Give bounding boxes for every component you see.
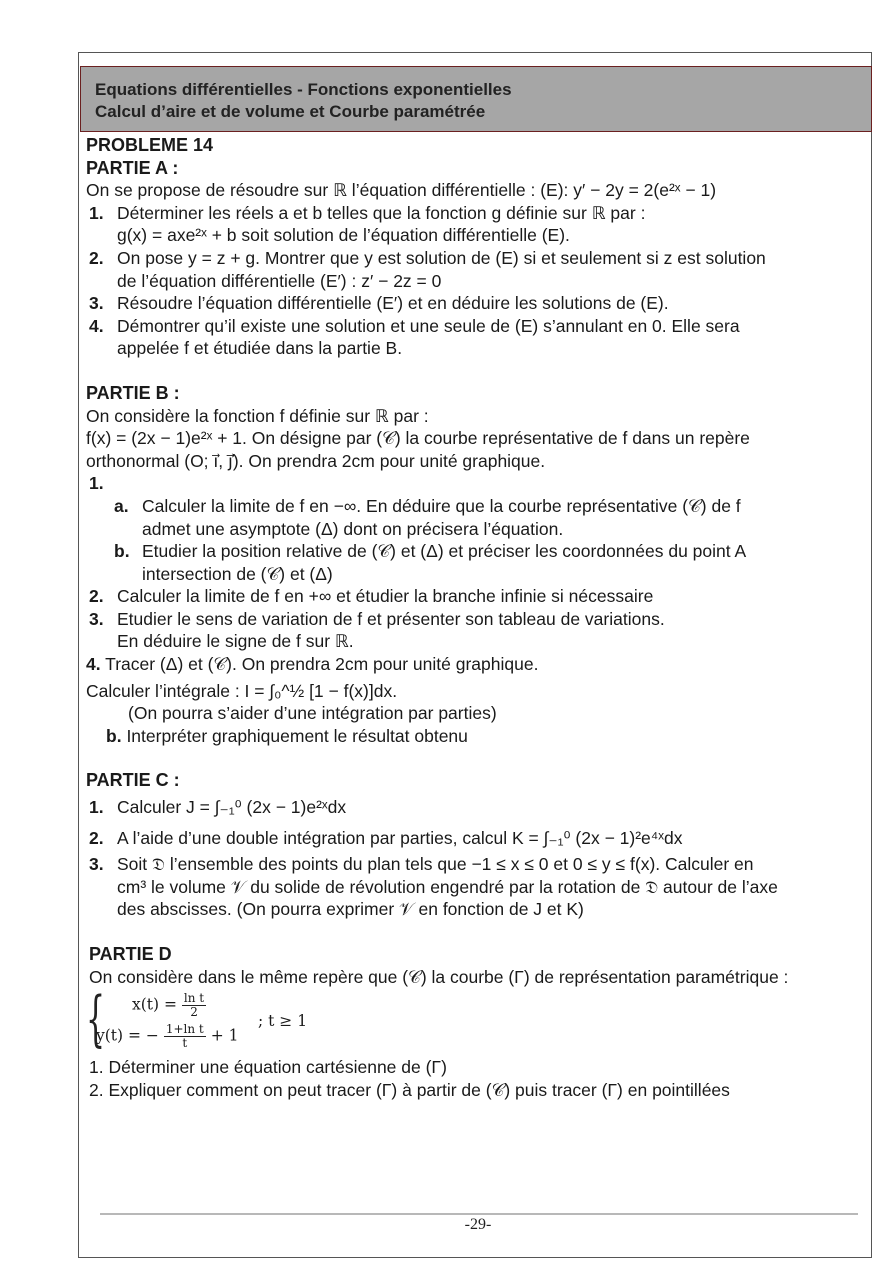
page-number: -29- [464,1216,492,1233]
part-a-title: PARTIE A : [86,157,179,178]
document-body [86,134,866,1101]
part-a-intro: On se propose de résoudre sur ℝ l’équation différentielle : (E): y′ − 2y = 2(e²ˣ − 1) [86,180,717,201]
part-b-q5a-note: (On pourra s’aider d’une intégration par parties) [128,703,497,724]
part-a-item-4: 4. Démontrer qu’il existe une solution et une seule de (E) s’annulant en 0. Elle sera appelée f et étudiée dans la partie B. [89,315,740,359]
banner-line-1: Equations différentielles - Fonctions exponentielles [95,80,512,99]
part-d-item-2: 2. Expliquer comment on peut tracer (Γ) à partir de (𝒞) puis tracer (Γ) en pointillées [89,1079,730,1100]
equation-x: x(t) = $\frac{\text{ln t}}{2}$ [132,991,205,1020]
parameter-condition: ; t ≥ 1 [258,1012,308,1031]
part-b-q1: 1. [89,473,104,494]
part-b-intro-1: On considère la fonction f définie sur ℝ par : [86,405,429,426]
footer-divider [100,1213,858,1215]
part-b-title: PARTIE B : [86,382,180,403]
part-b-q1b: b. Etudier la position relative de (𝒞) et (Δ) et préciser les coordonnées du point A intersection de (𝒞) et (Δ) [114,541,747,584]
equation-y: y(t) = − $\frac{\text{1+ln t}}{t}$ + 1 [96,1022,239,1051]
part-a-item-1: 1. Déterminer les réels a et b telles que la fonction g définie sur ℝ par : g(x) = axe²ˣ + b soit solution de l’équation différentielle (E). [89,202,646,246]
part-b-q4: 4. Tracer (Δ) et (𝒞). On prendra 2cm pour unité graphique. [86,654,539,675]
part-d-intro: On considère dans le même repère que (𝒞) la courbe (Γ) de représentation paramétrique : [89,966,789,987]
problem-title: PROBLEME 14 [86,135,214,155]
part-b-q1a: a. Calculer la limite de f en −∞. En déduire que la courbe représentative (𝒞) de f admet une asymptote (Δ) dont on précisera l’équation. [114,495,741,539]
title-banner [80,66,872,132]
part-b-q3: 3. Etudier le sens de variation de f et présenter son tableau de variations. En déduire le signe de f sur ℝ. [89,608,665,652]
part-c-item-1: 1. Calculer J = ∫₋₁⁰ (2x − 1)e²ˣdx [89,797,347,818]
parametric-system [86,984,866,1056]
part-c-title: PARTIE C : [86,770,180,791]
part-c-item-3: 3. Soit 𝔇 l’ensemble des points du plan tels que −1 ≤ x ≤ 0 et 0 ≤ y ≤ f(x). Calculer en cm³ le volume 𝒱 du solide de révolution engendré par la rotation de 𝔇 autour de l’axe des abscisses. (On pourra exprimer 𝒱 en fonction de J et K) [89,854,778,920]
part-d-item-1: 1. Déterminer une équation cartésienne de (Γ) [89,1057,447,1078]
part-b-q2: 2. Calculer la limite de f en +∞ et étudier la branche infinie si nécessaire [89,586,654,607]
part-c-item-2: 2. A l’aide d’une double intégration par parties, calcul K = ∫₋₁⁰ (2x − 1)²e⁴ˣdx [89,827,683,848]
part-a-item-3: 3. Résoudre l’équation différentielle (E′) et en déduire les solutions de (E). [89,293,669,314]
part-d-title: PARTIE D [89,944,172,964]
banner-line-2: Calcul d’aire et de volume et Courbe paramétrée [95,102,486,121]
part-a-item-2: 2. On pose y = z + g. Montrer que y est solution de (E) si et seulement si z est solution de l’équation différentielle (E′) : z′ − 2z = 0 [89,247,766,291]
part-b-q5a: Calculer l’intégrale : I = ∫₀^½ [1 − f(x)]dx. [86,680,398,701]
part-b-q5b: b. Interpréter graphiquement le résultat obtenu [106,725,468,746]
brace-icon: { [86,984,106,1055]
part-b-intro-3: orthonormal (O; i⃗, j⃗). On prendra 2cm pour unité graphique. [86,450,546,471]
part-b-intro-2: f(x) = (2x − 1)e²ˣ + 1. On désigne par (𝒞) la courbe représentative de f dans un repère [86,428,750,449]
